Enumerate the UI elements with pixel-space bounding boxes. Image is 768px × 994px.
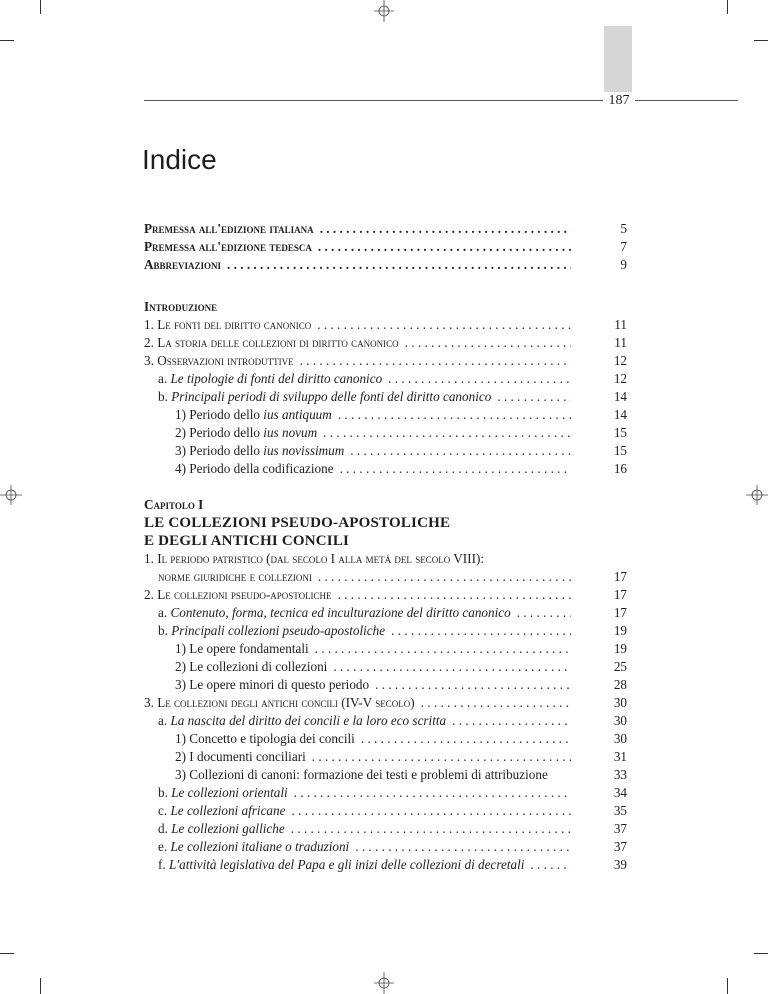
toc-entry-label: Le collezioni degli antichi concili (IV-V secolo): [157, 695, 415, 710]
toc-entry-number: b.: [158, 623, 168, 638]
toc-entry[interactable]: [144, 622, 627, 640]
toc-entry-number: 3): [175, 677, 186, 692]
toc-entry-number: a.: [158, 371, 168, 386]
toc-entry-label-continued: norme giuridiche e collezioni . . .: [144, 568, 571, 586]
registration-mark-icon: [373, 0, 395, 22]
toc-entry-page: 37: [613, 839, 627, 854]
toc-entry-page: 7: [620, 239, 627, 254]
chapter-title-line: E DEGLI ANTICHI CONCILI: [144, 533, 350, 549]
toc-entry-page: 15: [613, 425, 627, 440]
thumb-tab: [604, 26, 632, 100]
toc-entry-page: 19: [613, 623, 627, 638]
toc-introduction: [144, 298, 627, 478]
registration-mark-icon: [746, 484, 768, 506]
toc-entry-label: Principali periodi di sviluppo delle fonti del diritto canonico: [171, 389, 492, 404]
registration-mark-icon: [0, 484, 22, 506]
toc-entry[interactable]: [144, 820, 627, 838]
toc-entry-label: La nascita del diritto dei concili e la loro eco scritta: [170, 713, 447, 728]
toc-entry[interactable]: [144, 784, 627, 802]
toc-entry-number: 3): [175, 443, 186, 458]
toc-entry-page: 17: [613, 605, 627, 620]
toc-entry-number: 2.: [144, 587, 154, 602]
toc-entry-label-italic: ius antiquum: [263, 407, 332, 422]
toc-entry-page: 30: [613, 713, 627, 728]
toc-entry-page: 17: [613, 587, 627, 602]
crop-mark: [40, 0, 41, 14]
header-rule: [144, 100, 738, 101]
crop-mark: [0, 953, 14, 954]
toc-entry-page: 15: [613, 443, 627, 458]
toc-entry-label: Le opere minori di questo periodo: [189, 677, 370, 692]
page-number: 187: [603, 92, 635, 109]
toc-entry-number: 2): [175, 425, 186, 440]
toc-entry-label: Le collezioni italiane o traduzioni: [170, 839, 350, 854]
toc-entry-label: Collezioni di canoni: formazione dei testi e problemi di attribuzione: [189, 767, 548, 782]
toc-entry-number: 1.: [144, 317, 154, 332]
toc-entry-page: 28: [613, 677, 627, 692]
toc-entry-label: I documenti conciliari: [189, 749, 306, 764]
toc-entry[interactable]: [144, 334, 627, 352]
toc-entry-label: Abbreviazioni . . .: [144, 256, 571, 274]
toc-entry-page: 30: [613, 731, 627, 746]
toc-entry-page: 16: [613, 461, 627, 476]
toc-entry-page: 12: [613, 371, 627, 386]
toc-entry-label: Concetto e tipologia dei concili: [189, 731, 355, 746]
toc-entry-multiline[interactable]: [144, 550, 627, 568]
toc-entry-label: Il periodo patristico (dal secolo I alla metà del secolo VIII):: [157, 551, 485, 566]
toc-entry-label-italic: ius novum: [263, 425, 318, 440]
toc-entry-page: 14: [613, 407, 627, 422]
toc-entry-label: La storia delle collezioni di diritto canonico: [157, 335, 399, 350]
toc-entry-page: 14: [613, 389, 627, 404]
toc-entry-number: a.: [158, 713, 168, 728]
toc-entry-number: 2): [175, 749, 186, 764]
toc-entry[interactable]: [144, 460, 627, 478]
toc-entry-page: 33: [613, 767, 627, 782]
toc-entry-label: Premessa all'edizione italiana . . .: [144, 220, 571, 238]
toc-entry-label: Periodo dello: [189, 407, 264, 422]
toc-entry-label: Periodo della codificazione: [189, 461, 334, 476]
toc-entry-label: Le tipologie di fonti del diritto canonico: [170, 371, 383, 386]
toc-entry-label: Le collezioni orientali: [171, 785, 288, 800]
toc-entry-label: Principali collezioni pseudo-apostoliche: [171, 623, 386, 638]
toc-entry[interactable]: [144, 838, 627, 856]
section-heading: Introduzione: [144, 299, 218, 314]
toc-entry[interactable]: [144, 802, 627, 820]
toc-entry[interactable]: [144, 316, 627, 334]
toc-entry[interactable]: [144, 694, 627, 712]
toc-entry[interactable]: [144, 730, 627, 748]
toc-entry-number: b.: [158, 785, 168, 800]
toc-entry-number: 1.: [144, 551, 154, 566]
toc-entry-page: 5: [620, 221, 627, 236]
toc-entry-number: 2.: [144, 335, 154, 350]
toc-entry[interactable]: [144, 406, 627, 424]
toc-entry-page: 37: [613, 821, 627, 836]
toc-entry-page: 30: [613, 695, 627, 710]
toc-entry-label: Periodo dello: [189, 425, 264, 440]
toc-entry-number: 3.: [144, 353, 154, 368]
toc-entry-label: Le opere fondamentali: [189, 641, 309, 656]
toc-chapter-1: [144, 496, 627, 874]
toc-entry-page: 25: [613, 659, 627, 674]
toc-entry[interactable]: [144, 220, 627, 238]
toc-entry-label: Le collezioni africane: [170, 803, 286, 818]
toc-entry[interactable]: [144, 424, 627, 442]
toc-entry[interactable]: [144, 238, 627, 256]
chapter-title-line: LE COLLEZIONI PSEUDO-APOSTOLICHE: [144, 515, 451, 531]
toc-entry-number: b.: [158, 389, 168, 404]
toc-entry-label: Le collezioni galliche: [171, 821, 285, 836]
toc-entry-page: 19: [613, 641, 627, 656]
toc-entry[interactable]: [144, 604, 627, 622]
chapter-heading: Capitolo I: [144, 497, 204, 512]
toc-entry-label: Le collezioni pseudo-apostoliche: [157, 587, 332, 602]
toc-entry-page: 9: [620, 257, 627, 272]
toc-entry[interactable]: [144, 676, 627, 694]
toc-entry-page: 34: [613, 785, 627, 800]
toc-entry[interactable]: [144, 370, 627, 388]
toc-entry[interactable]: [144, 586, 627, 604]
toc-entry[interactable]: [144, 388, 627, 406]
toc-entry-page: 39: [613, 857, 627, 872]
crop-mark: [727, 978, 728, 994]
toc-entry[interactable]: [144, 856, 627, 874]
toc-entry[interactable]: [144, 658, 627, 676]
toc-entry-number: 3): [175, 767, 186, 782]
crop-mark: [40, 978, 41, 994]
toc-entry-label: Premessa all'edizione tedesca . . .: [144, 238, 571, 256]
toc-entry-label: L'attività legislativa del Papa e gli inizi delle collezioni di decretali: [169, 857, 525, 872]
toc-front-matter: [144, 220, 627, 274]
toc-entry-number: c.: [158, 803, 168, 818]
toc-entry-page: 12: [613, 353, 627, 368]
toc-entry-number: f.: [158, 857, 166, 872]
registration-mark-icon: [373, 972, 395, 994]
crop-mark: [0, 40, 14, 41]
toc-entry-number: e.: [158, 839, 168, 854]
toc-entry-page: 35: [613, 803, 627, 818]
toc-entry-number: 1): [175, 731, 186, 746]
toc-entry-number: a.: [158, 605, 168, 620]
toc-entry-label: Contenuto, forma, tecnica ed inculturazione del diritto canonico: [170, 605, 511, 620]
crop-mark: [754, 953, 768, 954]
crop-mark: [727, 0, 728, 14]
crop-mark: [754, 40, 768, 41]
toc-entry[interactable]: [144, 256, 627, 274]
toc-entry-page: 11: [614, 335, 627, 350]
toc-entry-number: 1): [175, 407, 186, 422]
toc-entry[interactable]: [144, 640, 627, 658]
toc-entry-page: 17: [613, 569, 627, 584]
toc-entry-number: d.: [158, 821, 168, 836]
toc-entry-label: Periodo dello: [189, 443, 264, 458]
toc-entry[interactable]: [144, 442, 627, 460]
toc-entry-number: 3.: [144, 695, 154, 710]
toc-entry[interactable]: [144, 712, 627, 730]
page-title: Indice: [142, 144, 217, 175]
toc-entry-label-italic: ius novissimum: [263, 443, 345, 458]
toc-entry-number: 2): [175, 659, 186, 674]
toc-entry[interactable]: [144, 568, 627, 586]
toc-entry[interactable]: [144, 748, 627, 766]
toc-entry-label: Le collezioni di collezioni: [189, 659, 328, 674]
toc-entry-number: 1): [175, 641, 186, 656]
toc-entry-number: 4): [175, 461, 186, 476]
toc-entry-label: Le fonti del diritto canonico: [157, 317, 312, 332]
toc-entry-page: 11: [614, 317, 627, 332]
toc-entry-label: Osservazioni introduttive: [157, 353, 294, 368]
toc-entry[interactable]: [144, 766, 627, 784]
toc-entry[interactable]: [144, 352, 627, 370]
toc-entry-page: 31: [613, 749, 627, 764]
